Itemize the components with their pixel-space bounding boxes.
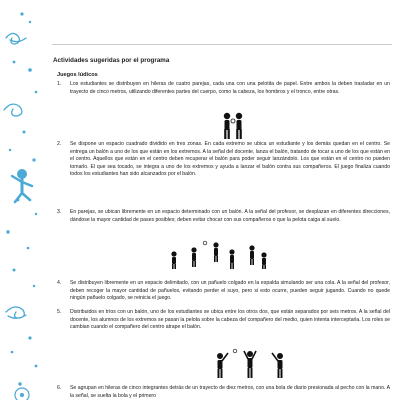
activity-item-6 — [54, 385, 390, 400]
activity-item-4 — [54, 280, 390, 312]
illustration-group-icon — [166, 240, 270, 270]
activity-item-5 — [54, 309, 390, 341]
activity-number: 2. — [57, 141, 62, 147]
activity-number: 3. — [57, 209, 62, 215]
illustration-trio-icon — [210, 348, 290, 380]
activity-number: 6. — [57, 385, 62, 391]
kid-figure-icon — [12, 169, 32, 202]
decorative-margin — [0, 0, 44, 400]
page-title: Actividades sugeridas por el programa — [53, 57, 170, 64]
section-subtitle: Juegos lúdicos — [57, 72, 98, 78]
activity-number: 5. — [57, 309, 62, 315]
ball-icon — [15, 388, 29, 400]
activity-number: 1. — [57, 81, 62, 87]
activity-text: En parejas, se ubican libremente en un espacio determinado con un balón. A la señal del profesor, se desplazan en diferentes direcciones, dándose la mayor cantidad de pases posibles; deben evitar chocar con sus compañeros o que la pelota caiga al suelo. — [70, 209, 390, 223]
activity-item-1 — [54, 81, 390, 105]
activity-number: 4. — [57, 280, 62, 286]
activity-text: Se agrupan en hileras de cinco integrantes detrás de un trayecto de diez metros, con una bola de diario presionada al pecho con la mano. A la señal, se suelta la bola y el primero — [70, 385, 390, 399]
margin-ornaments-icon — [0, 0, 44, 400]
activity-text: Los estudiantes se distribuyen en hileras de cuatro parejas, cada una con una pelotita de papel. Entre ambos la deben trasladar en un trayecto de cinco metros, utilizando diferentes partes del cuerpo, como la cabeza, los hombros y el tronco, entre otras. — [70, 81, 390, 95]
activity-text: Distribuidos en tríos con un balón, uno de los estudiantes se ubica entre los otros dos, que están separados por seis metros. A la señal del docente, los alumnos de los extremos se pasan la pelota sobre la cabeza del compañero del medio, quien intenta interceptarla. Los roles se cambian cuando el compañero del centro atrape el balón. — [70, 309, 390, 331]
activity-item-2 — [54, 141, 390, 211]
document-page — [50, 0, 395, 400]
activity-item-3 — [54, 209, 390, 233]
activity-text: Se dispone un espacio cuadrado dividido en tres zonas. En cada extremo se ubica un estudiante y los demás quedan en el centro. Se entrega un balón a uno de los que están en los extremos. A la señal del docente, lanza el balón, tratando de tocar a uno de los que están en el centro. Aquellos que están en el centro deben recuperar el balón para poder seguir lanzándolo. Los que están en el centro no pueden tomarlo. El que sea tocado, se integra a uno de los extremos y ayuda a lanzar el balón contra sus compañeros. El juego finaliza cuando todos los estudiantes han sido alcanzados por el balón. — [70, 141, 390, 178]
activity-text: Se distribuyen libremente en un espacio delimitado, con un pañuelo colgado en la espalda simulando ser una cola. A la señal del profesor, deben recoger la mayor cantidad de pañuelos, evitando perder el suyo, pero si esto ocurre, pueden seguir jugando. Cuando no quede ningún pañuelo colgado, se reinicia el juego. — [70, 280, 390, 302]
illustration-pair-icon — [220, 112, 246, 140]
top-rule — [52, 44, 392, 45]
